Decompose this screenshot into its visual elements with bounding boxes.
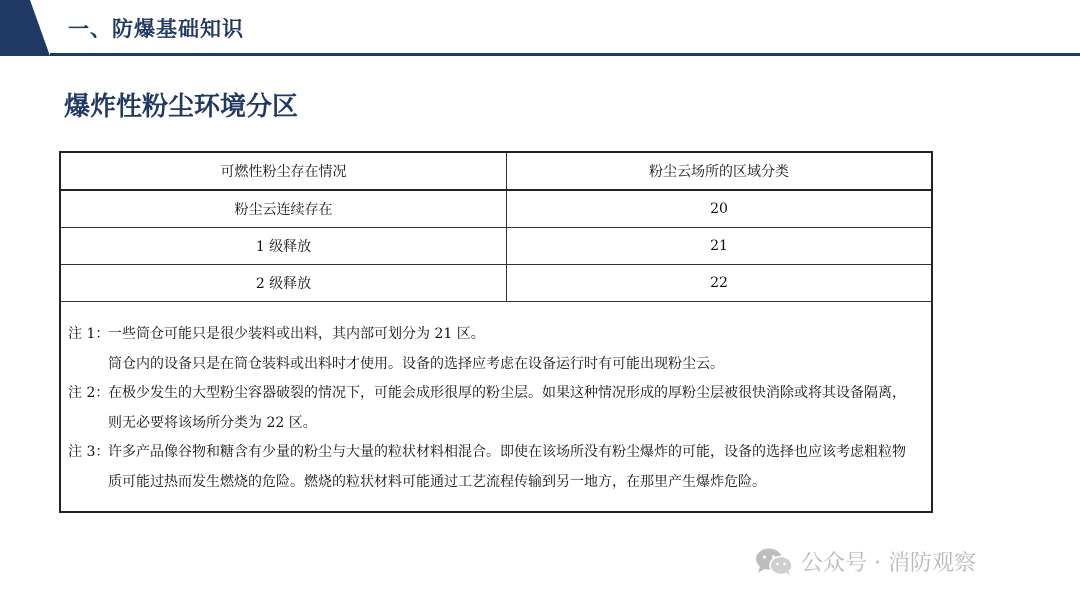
table-cell: 22 [507,265,933,302]
table-header-row [60,152,932,190]
note [68,320,917,350]
note-text: 筒仓内的设备只是在筒仓装料或出料时才使用。设备的选择应考虑在设备运行时有可能出现粉尘云。 [108,355,724,372]
table-cell: 20 [507,190,933,228]
column-header: 可燃性粉尘存在情况 [60,152,507,190]
watermark-text: 公众号 · 消防观察 [801,551,976,576]
table-cell: 粉尘云连续存在 [60,190,507,228]
header-corner-shape [0,0,50,56]
note [68,379,917,438]
note-text: 一些筒仓可能只是很少装料或出料，其内部可划分为 21 区。 [108,326,485,342]
note-label: 注 3： [68,444,110,460]
note [68,438,917,497]
notes-cell [60,302,932,513]
note-label: 注 1： [68,326,110,342]
zone-classification-table [59,151,933,513]
table-cell: 1 级释放 [60,228,507,265]
note [108,350,917,380]
header-divider [50,53,1080,56]
table-row [60,190,932,228]
wechat-icon [755,547,793,577]
header-title: 一、防爆基础知识 [68,17,244,41]
page-title: 爆炸性粉尘环境分区 [64,92,299,122]
table-row [60,265,932,302]
table-cell: 21 [507,228,933,265]
watermark [755,546,976,577]
note-label: 注 2： [68,385,110,401]
table-cell: 2 级释放 [60,265,507,302]
note-text: 在极少发生的大型粉尘容器破裂的情况下，可能会成形很厚的粉尘层。如果这种情况形成的厚粉尘层被很快消除或将其设备隔离，则无必要将该场所分类为 22 区。 [108,385,906,431]
notes-row [60,302,932,513]
column-header: 粉尘云场所的区域分类 [507,152,933,190]
note-text: 许多产品像谷物和糖含有少量的粉尘与大量的粒状材料相混合。即使在该场所没有粉尘爆炸的可能，设备的选择也应该考虑粗粒物质可能过热而发生燃烧的危险。燃烧的粒状材料可能通过工艺流程传输到另一地方，在那里产生爆炸危险。 [108,444,906,490]
table-row [60,228,932,265]
